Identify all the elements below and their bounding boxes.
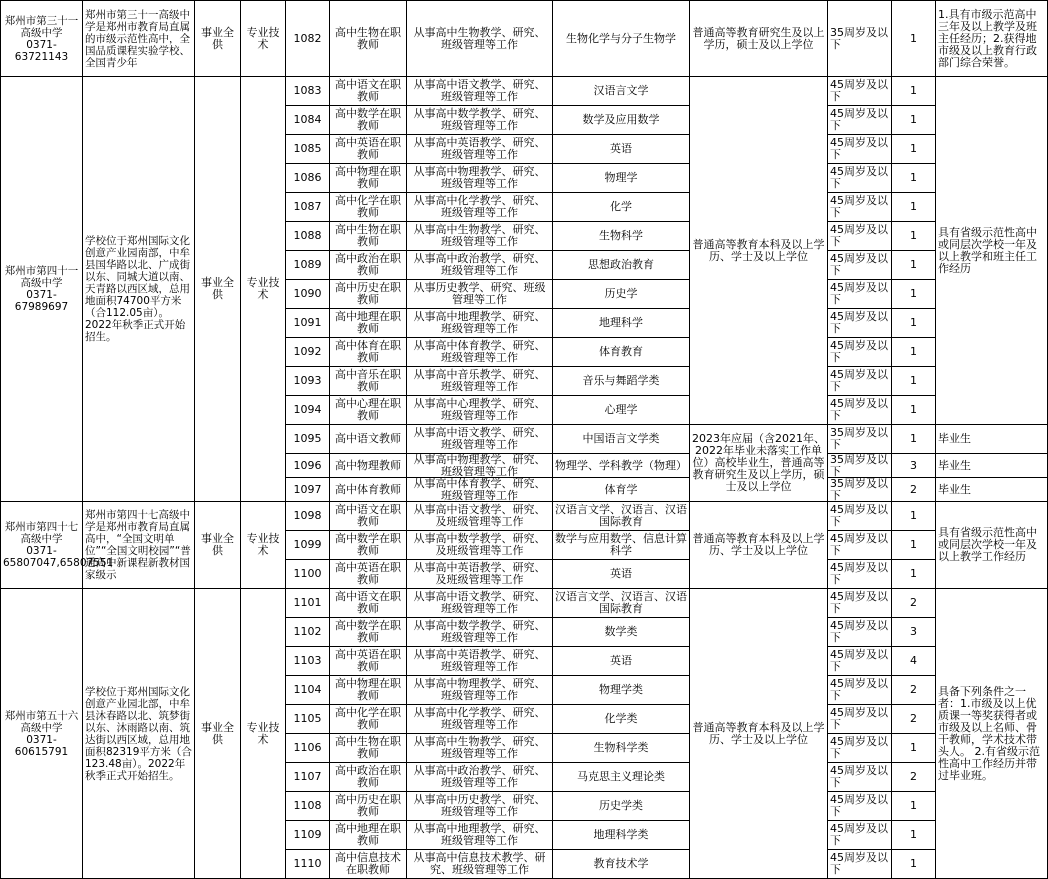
post-name-cell: 高中数学在职教师 xyxy=(330,531,407,560)
post-code-cell: 1087 xyxy=(286,193,330,222)
post-category-cell: 专业技术 xyxy=(241,77,286,502)
age-limit-cell: 45周岁及以下 xyxy=(828,560,892,589)
education-cell: 普通高等教育本科及以上学历、学士及以上学位 xyxy=(690,589,828,879)
post-code-cell: 1089 xyxy=(286,251,330,280)
post-duty-cell: 从事高中语文教学、研究、班级管理等工作 xyxy=(407,589,553,618)
school-phone: 0371-63721143 xyxy=(14,38,69,63)
major-cell: 英语 xyxy=(553,135,690,164)
post-name-cell: 高中英语在职教师 xyxy=(330,135,407,164)
table-row xyxy=(1,589,1048,618)
other-conditions-cell: 具有省级示范性高中或同层次学校一年及以上教学和班主任工作经历 xyxy=(936,77,1048,425)
post-duty-cell: 从事高中生物教学、研究、班级管理等工作 xyxy=(407,734,553,763)
post-code-cell: 1106 xyxy=(286,734,330,763)
major-cell: 化学类 xyxy=(553,705,690,734)
age-limit-cell: 45周岁及以下 xyxy=(828,309,892,338)
post-duty-cell: 从事高中生物教学、研究、班级管理等工作 xyxy=(407,1,553,77)
post-duty-cell: 从事高中生物教学、研究、班级管理等工作 xyxy=(407,222,553,251)
age-limit-cell: 45周岁及以下 xyxy=(828,193,892,222)
major-cell: 体育学 xyxy=(553,478,690,502)
post-duty-cell: 从事高中数学教学、研究、及班级管理等工作 xyxy=(407,531,553,560)
post-code-cell: 1101 xyxy=(286,589,330,618)
headcount-cell: 1 xyxy=(892,792,936,821)
post-name-cell: 高中物理在职教师 xyxy=(330,676,407,705)
post-duty-cell: 从事高中体育教学、研究、班级管理等工作 xyxy=(407,338,553,367)
major-cell: 生物科学 xyxy=(553,222,690,251)
post-name-cell: 高中历史在职教师 xyxy=(330,280,407,309)
post-code-cell: 1096 xyxy=(286,454,330,478)
headcount-cell: 1 xyxy=(892,135,936,164)
major-cell: 体育教育 xyxy=(553,338,690,367)
school-name-cell: 郑州市第四十一高级中学 0371-67989697 xyxy=(1,77,83,502)
school-intro-cell: 学校位于郑州国际文化创意产业园南部，中牟县国华路以北、广成街以东、同城大道以南、天青路以西区域，总用地面积74700平方米（合112.05亩）。2022年秋季正式开始招生。 xyxy=(83,77,195,502)
post-category-cell: 专业技术 xyxy=(241,1,286,77)
post-duty-cell: 从事高中语文教学、研究、班级管理等工作 xyxy=(407,77,553,106)
headcount-cell: 2 xyxy=(892,705,936,734)
table-row xyxy=(1,77,1048,106)
post-code-cell: 1107 xyxy=(286,763,330,792)
major-cell: 思想政治教育 xyxy=(553,251,690,280)
post-name-cell: 高中化学在职教师 xyxy=(330,193,407,222)
major-cell: 英语 xyxy=(553,560,690,589)
headcount-cell: 2 xyxy=(892,589,936,618)
post-code-cell: 1104 xyxy=(286,676,330,705)
post-code-cell: 1082 xyxy=(286,1,330,77)
age-limit-cell: 45周岁及以下 xyxy=(828,222,892,251)
headcount-cell: 3 xyxy=(892,618,936,647)
post-name-cell: 高中英语在职教师 xyxy=(330,647,407,676)
school-name-cell: 郑州市第五十六高级中学 0371-60615791 xyxy=(1,589,83,879)
post-code-cell: 1108 xyxy=(286,792,330,821)
funding-nature-cell: 事业全供 xyxy=(195,589,241,879)
major-cell: 汉语言文学 xyxy=(553,77,690,106)
post-code-cell: 1100 xyxy=(286,560,330,589)
post-name-cell: 高中英语在职教师 xyxy=(330,560,407,589)
headcount-cell: 1 xyxy=(892,560,936,589)
headcount-cell: 4 xyxy=(892,647,936,676)
post-name-cell: 高中地理在职教师 xyxy=(330,309,407,338)
post-duty-cell: 从事高中物理教学、研究、班级管理等工作 xyxy=(407,164,553,193)
post-name-cell: 高中语文在职教师 xyxy=(330,77,407,106)
headcount-cell: 1 xyxy=(892,106,936,135)
post-duty-cell: 从事历史教学、研究、班级管理等工作 xyxy=(407,280,553,309)
funding-nature-cell: 事业全供 xyxy=(195,77,241,502)
major-cell: 地理科学 xyxy=(553,309,690,338)
school-intro-cell: 郑州市第三十一高级中学是郑州市教育局直属的市级示范性高中，全国品质课程实验学校、全国青少年 xyxy=(83,1,195,77)
major-cell: 汉语言文学、汉语言、汉语国际教育 xyxy=(553,502,690,531)
headcount-cell: 1 xyxy=(892,280,936,309)
headcount-cell: 1 xyxy=(892,502,936,531)
post-name-cell: 高中生物在职教师 xyxy=(330,1,407,77)
major-cell: 数学与应用数学、信息计算科学 xyxy=(553,531,690,560)
age-limit-cell: 35周岁及以下 xyxy=(828,425,892,454)
post-duty-cell: 从事高中政治教学、研究、班级管理等工作 xyxy=(407,251,553,280)
age-limit-cell: 45周岁及以下 xyxy=(828,338,892,367)
post-code-cell: 1105 xyxy=(286,705,330,734)
post-category-cell: 专业技术 xyxy=(241,502,286,589)
age-limit-cell: 45周岁及以下 xyxy=(828,396,892,425)
headcount-cell: 1 xyxy=(892,338,936,367)
headcount-cell: 1 xyxy=(892,531,936,560)
funding-nature-cell: 事业全供 xyxy=(195,1,241,77)
post-duty-cell: 从事高中化学教学、研究、班级管理等工作 xyxy=(407,705,553,734)
age-limit-cell: 45周岁及以下 xyxy=(828,705,892,734)
post-code-cell: 1094 xyxy=(286,396,330,425)
school-phone: 0371-67989697 xyxy=(14,289,69,313)
age-limit-cell: 35周岁及以下 xyxy=(828,454,892,478)
age-limit-cell: 45周岁及以下 xyxy=(828,850,892,879)
post-code-cell: 1091 xyxy=(286,309,330,338)
headcount-cell: 2 xyxy=(892,763,936,792)
age-limit-cell: 45周岁及以下 xyxy=(828,106,892,135)
post-code-cell: 1102 xyxy=(286,618,330,647)
age-limit-cell: 45周岁及以下 xyxy=(828,618,892,647)
post-name-cell: 高中历史在职教师 xyxy=(330,792,407,821)
funding-nature-cell: 事业全供 xyxy=(195,502,241,589)
post-name-cell: 高中音乐在职教师 xyxy=(330,367,407,396)
post-code-cell: 1110 xyxy=(286,850,330,879)
post-duty-cell: 从事高中政治教学、研究、班级管理等工作 xyxy=(407,763,553,792)
major-cell: 心理学 xyxy=(553,396,690,425)
post-code-cell: 1090 xyxy=(286,280,330,309)
education-cell: 普通高等教育本科及以上学历、学士及以上学位 xyxy=(690,502,828,589)
major-cell: 历史学类 xyxy=(553,792,690,821)
major-cell: 地理科学类 xyxy=(553,821,690,850)
major-cell: 数学及应用数学 xyxy=(553,106,690,135)
education-cell: 普通高等教育本科及以上学历、学士及以上学位 xyxy=(690,77,828,425)
age-limit-cell: 45周岁及以下 xyxy=(828,367,892,396)
age-limit-cell: 45周岁及以下 xyxy=(828,647,892,676)
age-limit-cell: 45周岁及以下 xyxy=(828,821,892,850)
headcount-cell: 2 xyxy=(892,676,936,705)
headcount-cell: 1 xyxy=(892,164,936,193)
post-code-cell: 1086 xyxy=(286,164,330,193)
other-conditions-cell: 1.具有市级示范高中三年及以上教学及班主任经历；2.获得地市级及以上教育行政部门综合荣誉。 xyxy=(936,1,1048,77)
major-cell: 数学类 xyxy=(553,618,690,647)
age-limit-cell: 45周岁及以下 xyxy=(828,734,892,763)
post-category-cell: 专业技术 xyxy=(241,589,286,879)
post-duty-cell: 从事高中语文教学、研究、班级管理等工作 xyxy=(407,425,553,454)
age-limit-cell: 45周岁及以下 xyxy=(828,531,892,560)
post-name-cell: 高中心理在职教师 xyxy=(330,396,407,425)
school-name-cell: 郑州市第四十七高级中学 0371-65807047,65807551 xyxy=(1,502,83,589)
school-phone: 0371-60615791 xyxy=(14,733,69,758)
post-code-cell: 1092 xyxy=(286,338,330,367)
school-name-cell: 郑州市第三十一高级中学 0371-63721143 xyxy=(1,1,83,77)
school-phone: 0371-65807047,65807551 xyxy=(3,545,114,569)
post-name-cell: 高中体育在职教师 xyxy=(330,338,407,367)
other-conditions-cell: 具备下列条件之一者：1.市级及以上优质课一等奖获得者或市级及以上名师、骨干教师，学术技术带头人。 2.有省级示范性高中工作经历并带过毕业班。 xyxy=(936,589,1048,879)
post-duty-cell: 从事高中语文教学、研究、及班级管理等工作 xyxy=(407,502,553,531)
post-name-cell: 高中语文教师 xyxy=(330,425,407,454)
post-duty-cell: 从事高中地理教学、研究、班级管理等工作 xyxy=(407,309,553,338)
post-code-cell: 1088 xyxy=(286,222,330,251)
major-cell: 物理学类 xyxy=(553,676,690,705)
post-duty-cell: 从事高中物理教学、研究、班级管理等工作 xyxy=(407,676,553,705)
age-limit-cell: 45周岁及以下 xyxy=(828,792,892,821)
headcount-cell: 1 xyxy=(892,396,936,425)
major-cell: 化学 xyxy=(553,193,690,222)
headcount-cell: 2 xyxy=(892,478,936,502)
post-duty-cell: 从事高中数学教学、研究、班级管理等工作 xyxy=(407,106,553,135)
post-name-cell: 高中数学在职教师 xyxy=(330,106,407,135)
post-name-cell: 高中政治在职教师 xyxy=(330,251,407,280)
age-limit-cell: 45周岁及以下 xyxy=(828,502,892,531)
post-code-cell: 1103 xyxy=(286,647,330,676)
age-limit-cell: 45周岁及以下 xyxy=(828,164,892,193)
note-cell: 毕业生 xyxy=(936,478,1048,502)
headcount-cell: 1 xyxy=(892,251,936,280)
major-cell: 教育技术学 xyxy=(553,850,690,879)
post-duty-cell: 从事高中英语教学、研究、班级管理等工作 xyxy=(407,647,553,676)
major-cell: 历史学 xyxy=(553,280,690,309)
post-name-cell: 高中生物在职教师 xyxy=(330,734,407,763)
post-code-cell: 1093 xyxy=(286,367,330,396)
post-duty-cell: 从事高中数学教学、研究、班级管理等工作 xyxy=(407,618,553,647)
headcount-cell: 1 xyxy=(892,77,936,106)
headcount-cell: 1 xyxy=(892,425,936,454)
age-limit-cell: 45周岁及以下 xyxy=(828,77,892,106)
post-duty-cell: 从事高中体育教学、研究、班级管理等工作 xyxy=(407,478,553,502)
age-limit-cell: 45周岁及以下 xyxy=(828,676,892,705)
post-duty-cell: 从事高中历史教学、研究、班级管理等工作 xyxy=(407,792,553,821)
headcount-cell: 1 xyxy=(892,1,936,77)
headcount-cell: 1 xyxy=(892,309,936,338)
age-limit-cell: 45周岁及以下 xyxy=(828,251,892,280)
headcount-cell: 1 xyxy=(892,821,936,850)
post-duty-cell: 从事高中音乐教学、研究、班级管理等工作 xyxy=(407,367,553,396)
age-limit-cell: 35周岁及以下 xyxy=(828,1,892,77)
post-code-cell: 1095 xyxy=(286,425,330,454)
post-duty-cell: 从事高中地理教学、研究、班级管理等工作 xyxy=(407,821,553,850)
post-name-cell: 高中语文在职教师 xyxy=(330,589,407,618)
age-limit-cell: 45周岁及以下 xyxy=(828,763,892,792)
post-duty-cell: 从事高中信息技术教学、研究、班级管理等工作 xyxy=(407,850,553,879)
post-duty-cell: 从事高中化学教学、研究、班级管理等工作 xyxy=(407,193,553,222)
note-cell: 毕业生 xyxy=(936,425,1048,454)
table-row xyxy=(1,502,1048,531)
headcount-cell: 1 xyxy=(892,734,936,763)
post-name-cell: 高中数学在职教师 xyxy=(330,618,407,647)
post-name-cell: 高中政治在职教师 xyxy=(330,763,407,792)
post-name-cell: 高中物理在职教师 xyxy=(330,164,407,193)
post-code-cell: 1097 xyxy=(286,478,330,502)
major-cell: 生物化学与分子生物学 xyxy=(553,1,690,77)
post-duty-cell: 从事高中英语教学、研究、及班级管理等工作 xyxy=(407,560,553,589)
major-cell: 汉语言文学、汉语言、汉语国际教育 xyxy=(553,589,690,618)
note-cell: 毕业生 xyxy=(936,454,1048,478)
age-limit-cell: 45周岁及以下 xyxy=(828,589,892,618)
post-code-cell: 1109 xyxy=(286,821,330,850)
post-code-cell: 1084 xyxy=(286,106,330,135)
major-cell: 生物科学类 xyxy=(553,734,690,763)
post-name-cell: 高中物理教师 xyxy=(330,454,407,478)
table-row xyxy=(1,1,1048,77)
major-cell: 马克思主义理论类 xyxy=(553,763,690,792)
post-name-cell: 高中化学在职教师 xyxy=(330,705,407,734)
major-cell: 中国语言文学类 xyxy=(553,425,690,454)
post-name-cell: 高中信息技术在职教师 xyxy=(330,850,407,879)
age-limit-cell: 35周岁及以下 xyxy=(828,478,892,502)
post-code-cell: 1098 xyxy=(286,502,330,531)
post-duty-cell: 从事高中物理教学、研究、班级管理等工作 xyxy=(407,454,553,478)
post-name-cell: 高中地理在职教师 xyxy=(330,821,407,850)
major-cell: 音乐与舞蹈学类 xyxy=(553,367,690,396)
post-duty-cell: 从事高中心理教学、研究、班级管理等工作 xyxy=(407,396,553,425)
major-cell: 物理学、学科教学（物理） xyxy=(553,454,690,478)
education-cell: 普通高等教育研究生及以上学历，硕士及以上学位 xyxy=(690,1,828,77)
age-limit-cell: 45周岁及以下 xyxy=(828,135,892,164)
major-cell: 物理学 xyxy=(553,164,690,193)
post-code-cell: 1085 xyxy=(286,135,330,164)
age-limit-cell: 45周岁及以下 xyxy=(828,280,892,309)
headcount-cell: 1 xyxy=(892,850,936,879)
post-name-cell: 高中语文在职教师 xyxy=(330,502,407,531)
school-intro-cell: 郑州市第四十七高级中学是郑州市教育局直属高中，“全国文明单位”“全国文明校园”“普通高中新课程新教材国家级示 xyxy=(83,502,195,589)
major-cell: 英语 xyxy=(553,647,690,676)
post-name-cell: 高中生物在职教师 xyxy=(330,222,407,251)
headcount-cell: 1 xyxy=(892,367,936,396)
headcount-cell: 1 xyxy=(892,222,936,251)
post-name-cell: 高中体育教师 xyxy=(330,478,407,502)
headcount-cell: 3 xyxy=(892,454,936,478)
post-code-cell: 1099 xyxy=(286,531,330,560)
table-body xyxy=(1,1,1048,879)
education-cell: 2023年应届（含2021年、2022年毕业未落实工作单位）高校毕业生，普通高等教育研究生及以上学历，硕士及以上学位 xyxy=(690,425,828,502)
post-code-cell: 1083 xyxy=(286,77,330,106)
post-duty-cell: 从事高中英语教学、研究、班级管理等工作 xyxy=(407,135,553,164)
school-intro-cell: 学校位于郑州国际文化创意产业园北部，中牟县沐春路以北、筑梦街以东、沐雨路以南、筑达街以西区域，总用地面积82319平方米（合123.48亩）。2022年秋季正式开始招生。 xyxy=(83,589,195,879)
other-conditions-cell: 具有省级示范性高中或同层次学校一年及以上教学工作经历 xyxy=(936,502,1048,589)
headcount-cell: 1 xyxy=(892,193,936,222)
